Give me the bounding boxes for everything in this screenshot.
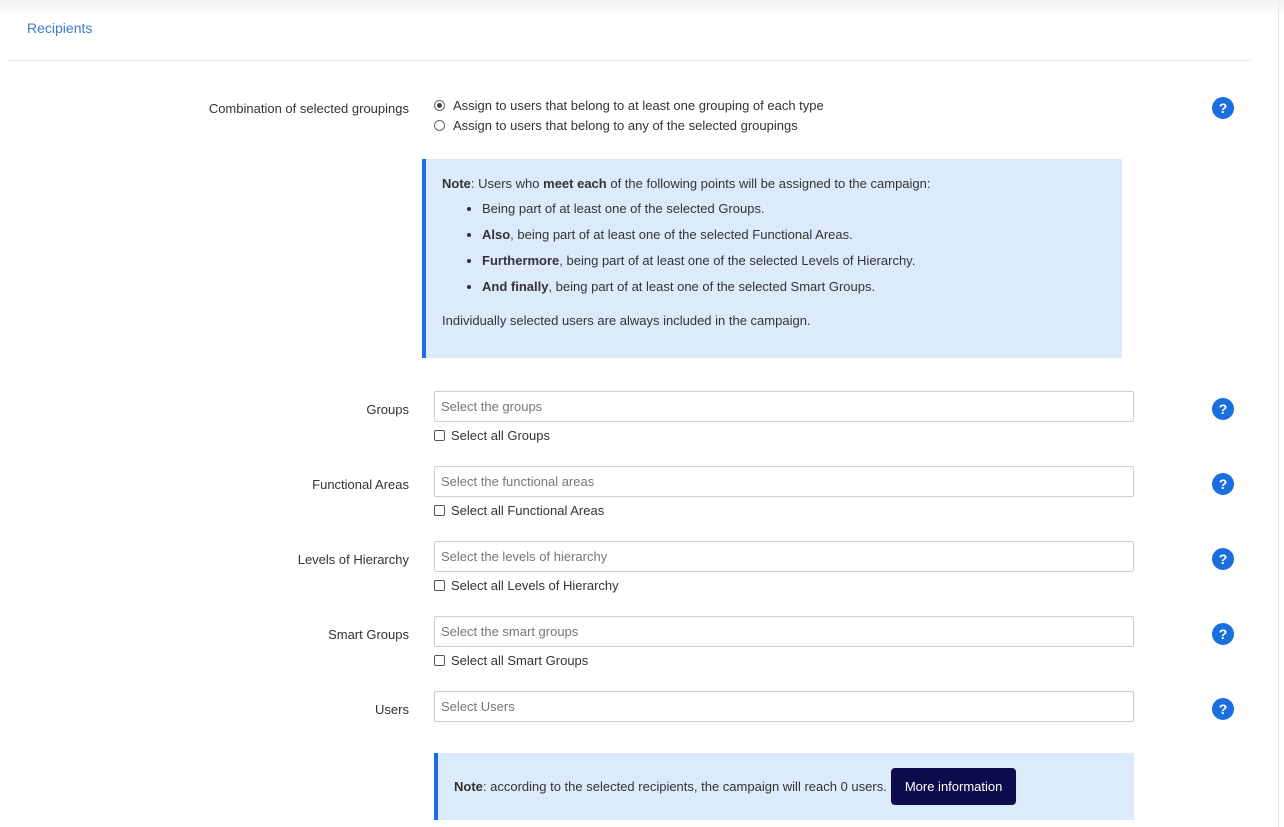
radio-option-each-type[interactable] xyxy=(434,98,824,113)
more-information-button[interactable]: More information xyxy=(891,768,1017,805)
note-footer: Individually selected users are always included in the campaign. xyxy=(442,313,811,328)
users-select[interactable]: Select Users xyxy=(434,691,1134,722)
levels-select[interactable]: Select the levels of hierarchy xyxy=(434,541,1134,572)
note-item: • Being part of at least one of the selected Groups. xyxy=(482,199,1122,218)
radio-button[interactable] xyxy=(434,120,445,131)
scroll-edge xyxy=(1278,0,1279,827)
checkbox[interactable] xyxy=(434,505,445,516)
smart-groups-label: Smart Groups xyxy=(328,627,409,642)
note-item: • And finally, being part of at least one of the selected Smart Groups. xyxy=(482,277,1122,296)
users-label: Users xyxy=(375,702,409,717)
note-list xyxy=(442,199,1122,296)
help-icon-users[interactable]: ? xyxy=(1212,698,1234,720)
tab-divider xyxy=(7,60,1251,61)
radio-option-any[interactable] xyxy=(434,118,798,133)
help-icon-groups[interactable]: ? xyxy=(1212,398,1234,420)
tab-recipients[interactable]: Recipients xyxy=(27,20,93,36)
help-icon-combination[interactable]: ? xyxy=(1212,97,1234,119)
checkbox-label: Select all Smart Groups xyxy=(451,653,589,668)
checkbox[interactable] xyxy=(434,655,445,666)
combination-label: Combination of selected groupings xyxy=(208,101,409,116)
checkbox[interactable] xyxy=(434,430,445,441)
note-box xyxy=(422,159,1122,358)
summary-note xyxy=(434,753,1134,820)
help-icon-functional-areas[interactable]: ? xyxy=(1212,473,1234,495)
levels-label: Levels of Hierarchy xyxy=(297,552,409,567)
groups-label: Groups xyxy=(366,402,409,417)
radio-option-label: Assign to users that belong to any of the selected groupings xyxy=(453,118,798,133)
radio-button-checked[interactable] xyxy=(434,100,445,111)
top-bar xyxy=(0,0,1284,18)
select-all-levels[interactable] xyxy=(434,578,619,593)
note-item: • Furthermore, being part of at least one of the selected Levels of Hierarchy. xyxy=(482,251,1122,270)
summary-note-text: : according to the selected recipients, the campaign will reach 0 users. xyxy=(482,779,887,794)
note-item: • Also, being part of at least one of the selected Functional Areas. xyxy=(482,225,1122,244)
smart-groups-select[interactable]: Select the smart groups xyxy=(434,616,1134,647)
checkbox-label: Select all Groups xyxy=(451,428,550,443)
checkbox[interactable] xyxy=(434,580,445,591)
checkbox-label: Select all Levels of Hierarchy xyxy=(451,578,619,593)
help-icon-smart-groups[interactable]: ? xyxy=(1212,623,1234,645)
select-all-smart-groups[interactable] xyxy=(434,653,588,668)
functional-areas-select[interactable]: Select the functional areas xyxy=(434,466,1134,497)
radio-option-label: Assign to users that belong to at least one grouping of each type xyxy=(453,98,824,113)
select-all-groups[interactable] xyxy=(434,428,550,443)
functional-areas-label: Functional Areas xyxy=(312,477,409,492)
help-icon-levels[interactable]: ? xyxy=(1212,548,1234,570)
note-intro: Note: Users who meet each of the following points will be assigned to the campaign: xyxy=(442,176,931,191)
groups-select[interactable]: Select the groups xyxy=(434,391,1134,422)
summary-note-bold: Note xyxy=(454,779,483,794)
checkbox-label: Select all Functional Areas xyxy=(451,503,605,518)
select-all-functional-areas[interactable] xyxy=(434,503,604,518)
